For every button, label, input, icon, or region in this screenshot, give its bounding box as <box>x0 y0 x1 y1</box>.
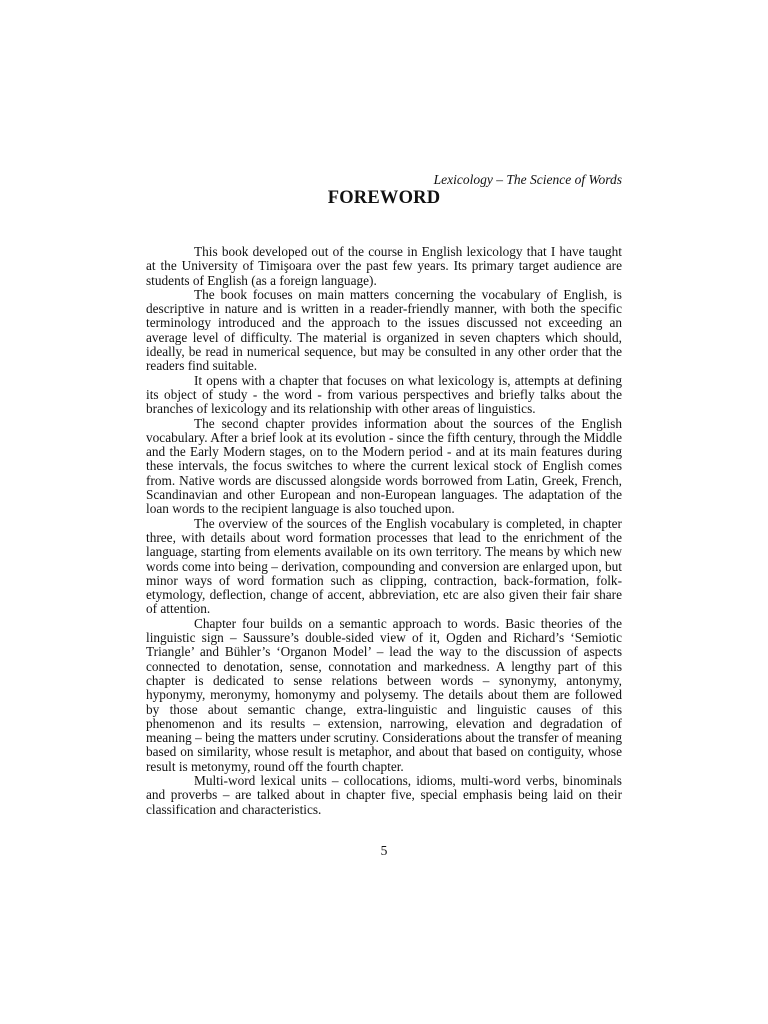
page-title: FOREWORD <box>327 188 441 208</box>
paragraph: Chapter four builds on a semantic approach to words. Basic theories of the linguistic sign – Saussure’s double-sided view of it, Ogden and Richard’s ‘Semiotic Triangle’ and Bühler’s ‘Organon Model’ – lead the way to the discussion of aspects connected to denotation, sense, connotation and markedness. A lengthy part of this chapter is dedicated to sense relations between words – synonymy, antonymy, hyponymy, meronymy, homonymy and polysemy. The details about them are followed by those about semantic change, extra-linguistic and linguistic causes of this phenomenon and its results – extension, narrowing, elevation and degradation of meaning – being the matters under scrutiny. Considerations about the transfer of meaning based on similarity, whose result is metaphor, and about that based on contiguity, whose result is metonymy, round off the fourth chapter. <box>146 615 622 774</box>
foreword-body <box>146 245 622 817</box>
paragraph: It opens with a chapter that focuses on what lexicology is, attempts at defining its object of study - the word - from various perspectives and briefly talks about the branches of lexicology and its relationship with other areas of linguistics. <box>146 372 622 417</box>
paragraph: The book focuses on main matters concerning the vocabulary of English, is descriptive in nature and is written in a reader-friendly manner, with both the specific terminology introduced and the approach to the issues discussed not exceeding an average level of difficulty. The material is organized in seven chapters which should, ideally, be read in numerical sequence, but may be consulted in any other order that the readers find suitable. <box>146 286 622 374</box>
running-header: Lexicology – The Science of Words <box>433 172 622 187</box>
page-number: 5 <box>380 843 388 858</box>
paragraph: The overview of the sources of the English vocabulary is completed, in chapter three, with details about word formation processes that lead to the enrichment of the language, starting from elements available on its own territory. The means by which new words come into being – derivation, compounding and conversion are enlarged upon, but minor ways of word formation such as clipping, contraction, back-formation, folk-etymology, deflection, change of accent, abbreviation, etc are also given their fair share of attention. <box>146 515 622 617</box>
paragraph: The second chapter provides information about the sources of the English vocabulary. After a brief look at its evolution - since the fifth century, through the Middle and the Early Modern stages, on to the Modern period - and at its main features during these intervals, the focus switches to where the current lexical stock of English comes from. Native words are discussed alongside words borrowed from Latin, Greek, French, Scandinavian and other European and non-European languages. The adaptation of the loan words to the recipient language is also touched upon. <box>146 415 622 517</box>
paragraph: This book developed out of the course in English lexicology that I have taught at the University of Timişoara over the past few years. Its primary target audience are students of English (as a foreign language). <box>146 244 622 288</box>
paragraph: Multi-word lexical units – collocations, idioms, multi-word verbs, binominals and proverbs – are talked about in chapter five, special emphasis being laid on their classification and characteristics. <box>146 772 622 817</box>
